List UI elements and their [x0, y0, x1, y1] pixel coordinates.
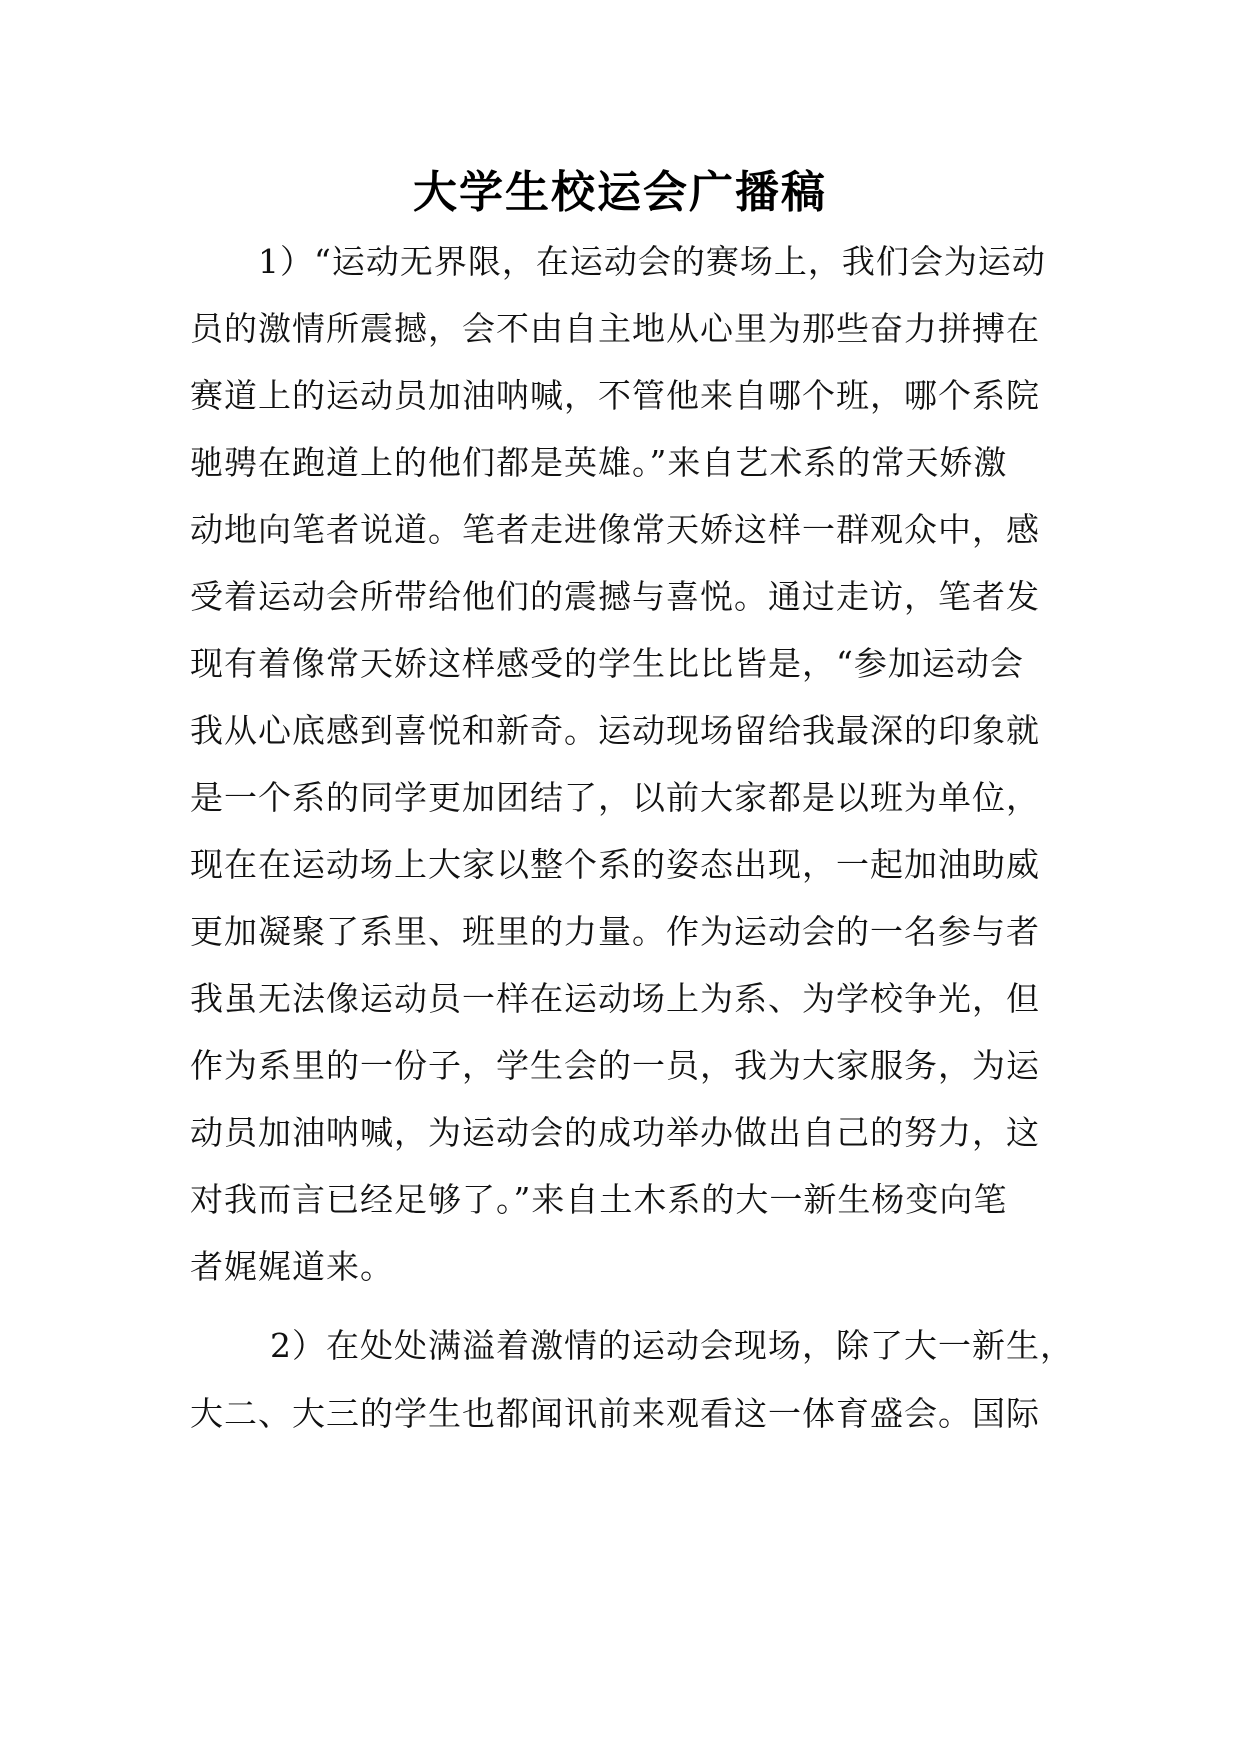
paragraph-1-line-1: 1）“运动无界限，在运动会的赛场上，我们会为运动: [258, 242, 1046, 281]
paragraph-1-line-7: 现有着像常天娇这样感受的学生比比皆是，“参加运动会: [190, 644, 1024, 683]
paragraph-1-line-16: 者娓娓道来。: [190, 1247, 394, 1286]
paragraph-1-line-12: 我虽无法像运动员一样在运动场上为系、为学校争光，但: [190, 979, 1040, 1018]
paragraph-1-line-8: 我从心底感到喜悦和新奇。运动现场留给我最深的印象就: [190, 711, 1040, 750]
paragraph-1-line-2: 员的激情所震撼，会不由自主地从心里为那些奋力拼搏在: [190, 309, 1040, 348]
paragraph-1-line-3: 赛道上的运动员加油呐喊，不管他来自哪个班，哪个系院: [190, 376, 1040, 415]
paragraph-1-line-11: 更加凝聚了系里、班里的力量。作为运动会的一名参与者: [190, 912, 1040, 951]
paragraph-1-line-13: 作为系里的一份子，学生会的一员，我为大家服务，为运: [190, 1046, 1040, 1085]
paragraph-1-line-5: 动地向笔者说道。笔者走进像常天娇这样一群观众中，感: [190, 510, 1040, 549]
paragraph-2-line-1: 2）在处处满溢着激情的运动会现场，除了大一新生，: [270, 1326, 1074, 1365]
paragraph-1-line-6: 受着运动会所带给他们的震撼与喜悦。通过走访，笔者发: [190, 577, 1040, 616]
paragraph-1-line-14: 动员加油呐喊，为运动会的成功举办做出自己的努力，这: [190, 1113, 1040, 1152]
paragraph-1-line-15: 对我而言已经足够了。”来自土木系的大一新生杨变向笔: [190, 1180, 1008, 1219]
paragraph-1-line-9: 是一个系的同学更加团结了，以前大家都是以班为单位，: [190, 778, 1040, 817]
document-title: 大学生校运会广播稿: [413, 167, 827, 218]
paragraph-1-line-10: 现在在运动场上大家以整个系的姿态出现，一起加油助威: [190, 845, 1040, 884]
paragraph-2-line-2: 大二、大三的学生也都闻讯前来观看这一体育盛会。国际: [190, 1394, 1040, 1433]
paragraph-1-line-4: 驰骋在跑道上的他们都是英雄。”来自艺术系的常天娇激: [190, 443, 1008, 482]
